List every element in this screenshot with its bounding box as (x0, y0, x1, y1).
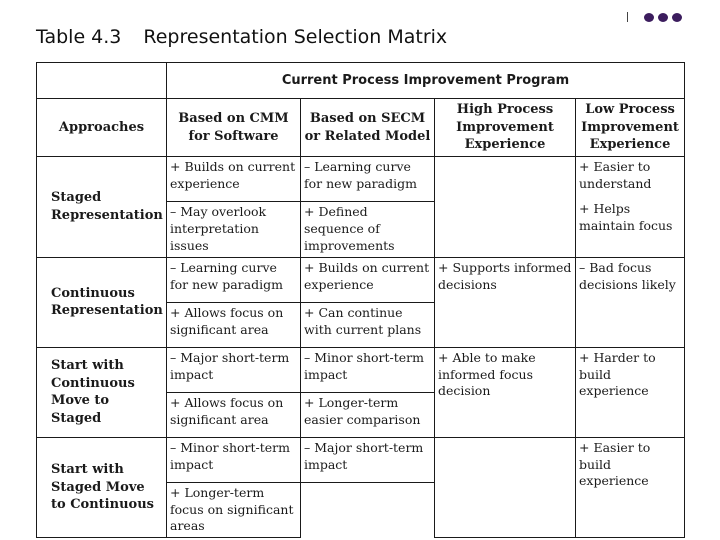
low-experience-cell (576, 257, 685, 347)
secm-cell: + Builds on current experience (301, 257, 435, 302)
selection-matrix (36, 62, 685, 538)
column-header-low: Low Process Improvement Experience (576, 99, 685, 157)
cell-entry: + Helps maintain focus (579, 200, 673, 233)
low-experience-cell (576, 347, 685, 437)
secm-cell: – Learning curve for new paradigm (301, 157, 435, 202)
column-header-high: High Process Improvement Experience (435, 99, 576, 157)
approaches-header: Approaches (37, 99, 167, 157)
secm-cell: + Longer-term easier comparison (301, 392, 435, 437)
cell-entry: + Harder to build experience (579, 349, 656, 399)
low-experience-cell (576, 437, 685, 538)
program-banner: Current Process Improvement Program (167, 63, 685, 99)
cell-entry: + Easier to understand (579, 159, 652, 191)
secm-cell: + Can continue with current plans (301, 302, 435, 347)
cmm-cell: + Builds on current experience (167, 157, 301, 202)
secm-cell (301, 482, 435, 538)
secm-cell: – Minor short-term impact (301, 347, 435, 392)
table-row (37, 157, 685, 202)
cell-entry: + Able to make informed focus decision (438, 349, 536, 399)
table-row (37, 437, 685, 482)
table-row (37, 257, 685, 302)
table-title (36, 26, 447, 48)
decoration-bar (627, 12, 628, 22)
high-experience-cell (435, 157, 576, 258)
cmm-cell: + Allows focus on significant area (167, 392, 301, 437)
decoration-dot (672, 13, 682, 22)
cell-entry: – Bad focus decisions likely (579, 259, 676, 292)
high-experience-cell (435, 437, 576, 538)
cmm-cell: + Allows focus on significant area (167, 302, 301, 347)
low-experience-cell (576, 157, 685, 258)
approach-label: Start with Staged Move to Continuous (37, 437, 167, 538)
table-number: Table 4.3 (36, 26, 122, 48)
approach-label: Staged Representation (37, 157, 167, 258)
cell-entry: + Supports informed decisions (438, 259, 572, 292)
cell-entry: + Easier to build experience (579, 439, 651, 489)
secm-cell: + Defined sequence of improvements (301, 202, 435, 258)
decoration-dot (658, 13, 668, 22)
high-experience-cell (435, 347, 576, 437)
table-row (37, 347, 685, 392)
secm-cell: – Major short-term impact (301, 437, 435, 482)
decoration-dot (644, 13, 654, 22)
column-header-cmm: Based on CMM for Software (167, 99, 301, 157)
cmm-cell: + Longer-term focus on significant areas (167, 482, 301, 538)
cmm-cell: – Major short-term impact (167, 347, 301, 392)
blank-corner (37, 63, 167, 99)
column-header-secm: Based on SECM or Related Model (301, 99, 435, 157)
cmm-cell: – Learning curve for new paradigm (167, 257, 301, 302)
high-experience-cell (435, 257, 576, 347)
slide-decoration (627, 12, 682, 22)
approach-label: Start with Continuous Move to Staged (37, 347, 167, 437)
cmm-cell: – Minor short-term impact (167, 437, 301, 482)
table-title-text: Representation Selection Matrix (143, 26, 448, 48)
cmm-cell: – May overlook interpretation issues (167, 202, 301, 258)
approach-label: Continuous Representation (37, 257, 167, 347)
